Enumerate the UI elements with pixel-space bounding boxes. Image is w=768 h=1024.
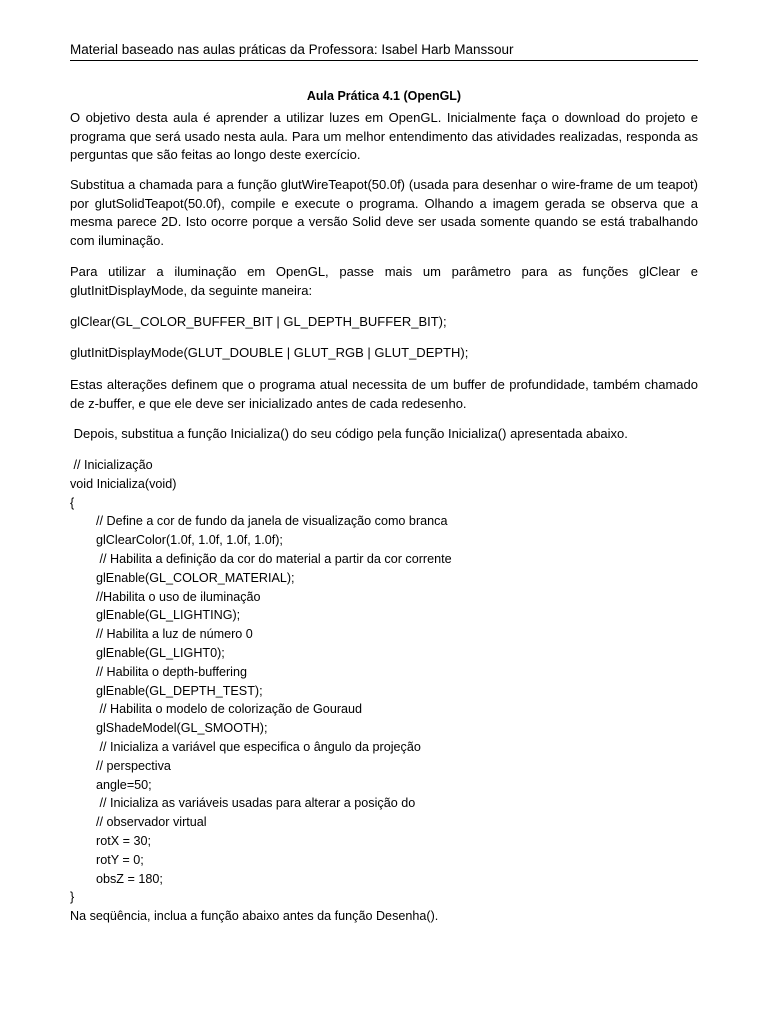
code-line: } [70,890,75,905]
code-line: glShadeModel(GL_SMOOTH); [96,721,268,736]
code-line: // Define a cor de fundo da janela de visualização como branca [96,514,448,529]
code-line: // Habilita a definição da cor do material a partir da cor corrente [96,551,452,566]
page-header: Material baseado nas aulas práticas da Professora: Isabel Harb Manssour [70,42,514,57]
code-line: // Inicializa a variável que especifica o ângulo da projeção [96,739,421,754]
code-line: // Habilita o modelo de colorização de Gouraud [96,702,363,717]
code-line: { [70,495,75,510]
code-line: glEnable(GL_DEPTH_TEST); [96,683,263,698]
header-divider [70,60,698,61]
paragraph-substitute-teapot: Substitua a chamada para a função glutWireTeapot(50.0f) (usada para desenhar o wire-frame de um teapot) por glutSolidTeapot(50.0f), compile e execute o programa. Olhando a imagem gerada se observa que a mesma parece 2D. Isto ocorre porque a versão Solid deve ser usada somente quando se está trabalhando com iluminação. [70,177,698,249]
code-line: glEnable(GL_LIGHT0); [96,645,225,660]
paragraph-zbuffer: Estas alterações definem que o programa atual necessita de um buffer de profundidade, também chamado de z-buffer, e que ele deve ser inicializado antes de cada redesenho. [70,377,698,411]
code-line: // Inicializa as variáveis usadas para alterar a posição do [96,796,416,811]
code-line: rotY = 0; [96,852,144,867]
code-line-next-step: Na seqüência, inclua a função abaixo antes da função Desenha(). [70,909,439,924]
paragraph-objective: O objetivo desta aula é aprender a utilizar luzes em OpenGL. Inicialmente faça o download do projeto e programa que será usado nesta aula. Para um melhor entendimento das atividades realizadas, responda as perguntas que são feitas ao longo deste exercício. [70,110,698,163]
code-line: glEnable(GL_LIGHTING); [96,608,241,623]
code-glutinitdisplaymode: glutInitDisplayMode(GLUT_DOUBLE | GLUT_RGB | GLUT_DEPTH); [70,345,469,360]
code-line: glClearColor(1.0f, 1.0f, 1.0f, 1.0f); [96,533,283,548]
document-title: Aula Prática 4.1 (OpenGL) [306,89,462,103]
code-line: // Habilita a luz de número 0 [96,627,253,642]
code-line: // perspectiva [96,758,171,773]
code-line: // Habilita o depth-buffering [96,664,247,679]
code-glclear: glClear(GL_COLOR_BUFFER_BIT | GL_DEPTH_BUFFER_BIT); [70,314,447,329]
code-line: obsZ = 180; [96,871,163,886]
code-line: glEnable(GL_COLOR_MATERIAL); [96,570,295,585]
code-line: angle=50; [96,777,152,792]
code-line: void Inicializa(void) [70,476,177,491]
code-line: rotX = 30; [96,833,151,848]
paragraph-lighting-setup: Para utilizar a iluminação em OpenGL, passe mais um parâmetro para as funções glClear e glutInitDisplayMode, da seguinte maneira: [70,264,698,298]
code-listing-inicializa [70,456,698,926]
code-line: //Habilita o uso de iluminação [96,589,261,604]
code-line: // observador virtual [96,815,207,830]
code-line: // Inicialização [70,458,153,472]
paragraph-replace-inicializa: Depois, substitua a função Inicializa() do seu código pela função Inicializa() apresentada abaixo. [70,426,628,441]
